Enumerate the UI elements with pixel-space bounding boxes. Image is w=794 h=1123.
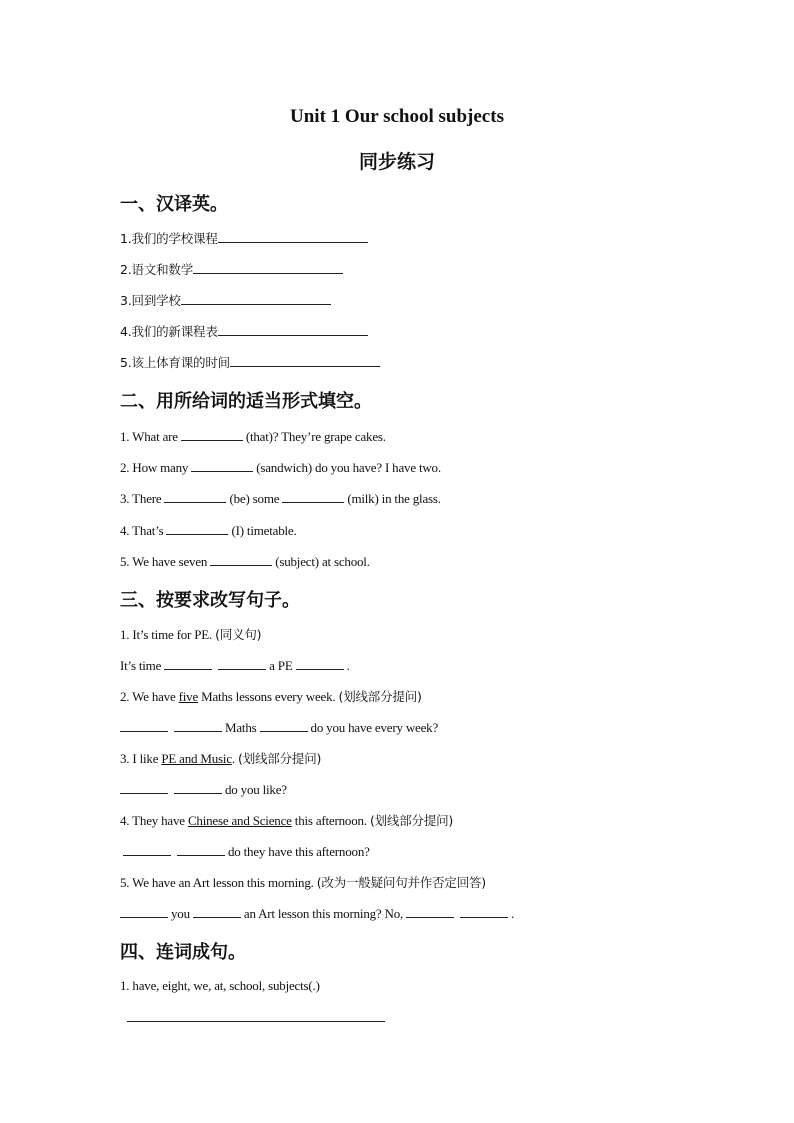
answer-blank[interactable] <box>181 291 331 305</box>
s3-q2-note: (划线部分提问) <box>338 689 422 704</box>
answer-blank[interactable] <box>218 322 368 336</box>
s3-a5-text-a: you <box>171 906 190 921</box>
s2-item-4-text-b: (I) timetable. <box>231 523 297 538</box>
s3-a5-text-c: . <box>511 906 515 921</box>
s3-answer-1 <box>120 656 350 674</box>
s3-a2-text-a: Maths <box>225 720 257 735</box>
s3-q2-underlined: five <box>178 689 199 704</box>
s2-item-5-text-a: 5. We have seven <box>120 554 208 569</box>
s1-item-2 <box>120 260 346 278</box>
s2-item-1-text-a: 1. What are <box>120 429 178 444</box>
s1-item-2-text: 2.语文和数学 <box>120 262 194 277</box>
answer-blank[interactable] <box>120 718 168 732</box>
s3-a4-text-a: do they have this afternoon? <box>228 844 370 859</box>
answer-blank[interactable] <box>296 656 344 670</box>
s3-q3-underlined: PE and Music <box>161 751 232 766</box>
s3-question-5 <box>120 873 486 891</box>
s3-q4-text-b: this afternoon. <box>294 813 367 828</box>
page-subtitle: 同步练习 <box>358 151 435 173</box>
s2-item-5 <box>120 552 370 570</box>
section-4-heading: 四、连词成句。 <box>120 942 246 963</box>
answer-blank[interactable] <box>218 229 368 243</box>
answer-blank[interactable] <box>174 718 222 732</box>
s3-a3-text-a: do you like? <box>225 782 287 797</box>
s3-a2-text-b: do you have every week? <box>310 720 439 735</box>
s3-answer-4 <box>123 842 370 860</box>
answer-blank[interactable] <box>260 718 308 732</box>
s3-q4-text-a: 4. They have <box>120 813 185 828</box>
s3-question-1 <box>120 625 261 643</box>
s2-item-4-text-a: 4. That’s <box>120 523 164 538</box>
section-3-heading: 三、按要求改写句子。 <box>120 590 300 611</box>
s3-q5-text-a: 5. We have an Art lesson this morning. <box>120 875 314 890</box>
s3-answer-2 <box>120 718 438 736</box>
s3-q3-note: (划线部分提问) <box>238 751 322 766</box>
s2-item-2-text-b: (sandwich) do you have? I have two. <box>256 460 441 475</box>
s3-a5-text-b: an Art lesson this morning? No, <box>243 906 404 921</box>
answer-blank[interactable] <box>193 260 343 274</box>
answer-blank[interactable] <box>166 521 228 535</box>
s2-item-4 <box>120 521 297 539</box>
s1-item-1 <box>120 229 371 247</box>
s3-answer-3 <box>120 780 287 798</box>
answer-blank[interactable] <box>177 842 225 856</box>
answer-blank[interactable] <box>191 458 253 472</box>
page-title: Unit 1 Our school subjects <box>290 106 504 127</box>
answer-blank[interactable] <box>282 489 344 503</box>
section-1-heading: 一、汉译英。 <box>120 194 228 215</box>
s3-q2-text-b: Maths lessons every week. <box>201 689 336 704</box>
answer-blank[interactable] <box>181 427 243 441</box>
s3-answer-5 <box>120 904 514 922</box>
s2-item-2-text-a: 2. How many <box>120 460 189 475</box>
s3-a1-text-c: . <box>346 658 350 673</box>
s2-item-3 <box>120 489 441 507</box>
s2-item-1-text-b: (that)? They’re grape cakes. <box>245 429 386 444</box>
s3-q3-text-b: . <box>231 751 235 766</box>
answer-blank[interactable] <box>230 353 380 367</box>
s3-q3-text-a: 3. I like <box>120 751 159 766</box>
s2-item-5-text-b: (subject) at school. <box>275 554 370 569</box>
answer-blank[interactable] <box>120 780 168 794</box>
section-2-heading: 二、用所给词的适当形式填空。 <box>120 391 372 412</box>
s1-item-1-text: 1.我们的学校课程 <box>120 231 218 246</box>
s2-item-1 <box>120 427 386 445</box>
answer-blank[interactable] <box>164 656 212 670</box>
answer-blank[interactable] <box>164 489 226 503</box>
s3-q5-note: (改为一般疑问句并作否定回答) <box>316 875 486 890</box>
s3-q1-text: 1. It’s time for PE. <box>120 627 213 642</box>
s1-item-4-text: 4.我们的新课程表 <box>120 324 218 339</box>
s3-a1-text-b: a PE <box>269 658 293 673</box>
s2-item-3-text-a: 3. There <box>120 491 162 506</box>
s3-q2-text-a: 2. We have <box>120 689 176 704</box>
answer-line[interactable] <box>127 1008 385 1022</box>
answer-blank[interactable] <box>406 904 454 918</box>
s3-q1-note: (同义句) <box>215 627 262 642</box>
s3-a1-text-a: It’s time <box>120 658 162 673</box>
s3-q4-underlined: Chinese and Science <box>187 813 292 828</box>
answer-blank[interactable] <box>123 842 171 856</box>
s2-item-3-text-b: (be) some <box>229 491 280 506</box>
s4-question-1: 1. have, eight, we, at, school, subjects(.) <box>120 978 320 993</box>
s2-item-2 <box>120 458 441 476</box>
s3-question-2 <box>120 687 422 705</box>
s1-item-3-text: 3.回到学校 <box>120 293 181 308</box>
s1-item-5-text: 5.该上体育课的时间 <box>120 355 230 370</box>
s2-item-3-text-c: (milk) in the glass. <box>347 491 441 506</box>
answer-blank[interactable] <box>210 552 272 566</box>
s3-question-3 <box>120 749 321 767</box>
answer-blank[interactable] <box>460 904 508 918</box>
answer-blank[interactable] <box>174 780 222 794</box>
s1-item-5 <box>120 353 383 371</box>
s3-question-4 <box>120 811 453 829</box>
answer-blank[interactable] <box>218 656 266 670</box>
s1-item-3 <box>120 291 334 309</box>
answer-blank[interactable] <box>193 904 241 918</box>
s3-q4-note: (划线部分提问) <box>369 813 454 828</box>
answer-blank[interactable] <box>120 904 168 918</box>
s1-item-4 <box>120 322 371 340</box>
